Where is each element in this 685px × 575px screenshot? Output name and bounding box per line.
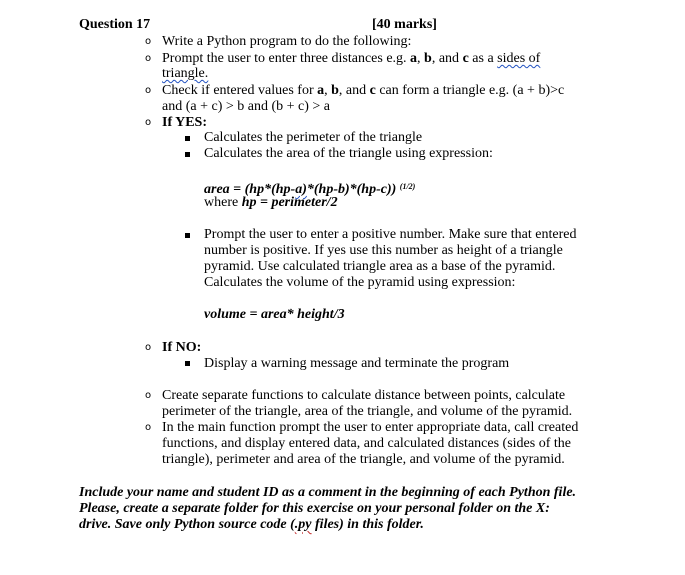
hollow-bullet-icon: o [145, 342, 152, 353]
footer-line-3: drive. Save only Python source code (.py files) in this folder. [79, 517, 424, 532]
yes-item-area: Calculates the area of the triangle using expression: [204, 146, 493, 161]
footer-line-2: Please, create a separate folder for this exercise on your personal folder on the X: [79, 501, 550, 516]
area-formula: area = (hp*(hp-a)*(hp-b)*(hp-c)) $^{(1/2)}$ [204, 182, 416, 197]
check-triangle-line2: and (a + c) > b and (b + c) > a [162, 99, 331, 114]
yes-item-perimeter: Calculates the perimeter of the triangle [204, 130, 423, 145]
square-bullet-icon [185, 233, 190, 238]
prompt-distances-line1: Prompt the user to enter three distances e.g. a, b, and c as a sides of [162, 51, 541, 66]
functions-line-2: perimeter of the triangle, area of the triangle, and volume of the pyramid. [162, 404, 573, 419]
hollow-bullet-icon: o [145, 53, 152, 64]
pyramid-line-1: Prompt the user to enter a positive number. Make sure that entered [204, 227, 577, 242]
pyramid-line-3: pyramid. Use calculated triangle area as a base of the pyramid. [204, 259, 556, 274]
hp-formula: where hp = perimeter/2 [204, 195, 338, 210]
no-item-warning: Display a warning message and terminate the program [204, 356, 510, 371]
hollow-bullet-icon: o [145, 390, 152, 401]
hollow-bullet-icon: o [145, 117, 152, 128]
footer-line-1: Include your name and student ID as a comment in the beginning of each Python file. [79, 485, 577, 500]
hollow-bullet-icon: o [145, 85, 152, 96]
main-line-3: triangle), perimeter and area of the triangle, and volume of the pyramid. [162, 452, 565, 467]
task-intro: Write a Python program to do the following: [162, 34, 412, 49]
functions-line-1: Create separate functions to calculate distance between points, calculate [162, 388, 566, 403]
check-triangle-line1: Check if entered values for a, b, and c can form a triangle e.g. (a + b)>c [162, 83, 565, 98]
main-line-2: functions, and display entered data, and calculated distances (sides of the [162, 436, 571, 451]
question-title: Question 17 [79, 17, 151, 32]
volume-formula: volume = area* height/3 [204, 307, 345, 322]
if-no-heading: If NO: [162, 340, 202, 355]
square-bullet-icon [185, 361, 190, 366]
prompt-distances-line2: triangle. [162, 66, 209, 81]
square-bullet-icon [185, 152, 190, 157]
hollow-bullet-icon: o [145, 422, 152, 433]
hollow-bullet-icon: o [145, 36, 152, 47]
square-bullet-icon [185, 136, 190, 141]
if-yes-heading: If YES: [162, 115, 207, 130]
pyramid-line-2: number is positive. If yes use this number as height of a triangle [204, 243, 563, 258]
pyramid-line-4: Calculates the volume of the pyramid using expression: [204, 275, 516, 290]
question-marks: [40 marks] [372, 17, 437, 32]
main-line-1: In the main function prompt the user to enter appropriate data, call created [162, 420, 579, 435]
